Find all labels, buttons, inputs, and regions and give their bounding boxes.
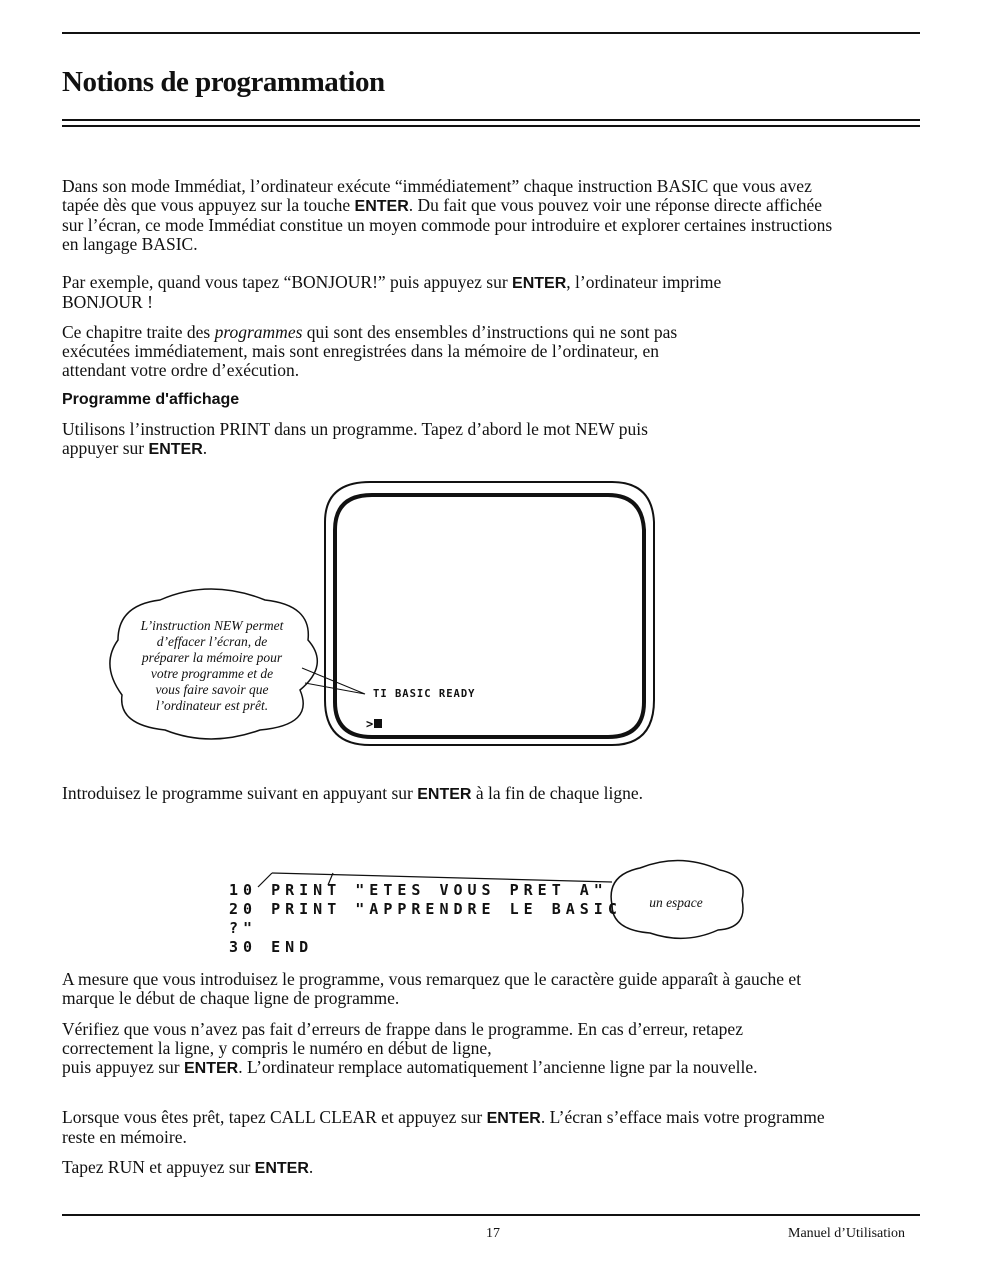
page-number: 17 bbox=[486, 1226, 500, 1241]
section-intro: Utilisons l’instruction PRINT dans un programme. Tapez d’abord le mot NEW puis appuyer sur ENTER. bbox=[62, 419, 648, 458]
paragraph-run: Tapez RUN et appuyez sur ENTER. bbox=[62, 1157, 314, 1177]
program-line: ?" bbox=[229, 919, 258, 937]
paragraph-verify: Vérifiez que vous n’avez pas fait d’erreurs de frappe dans le programme. En cas d’erreur, retapez correctement la ligne, y compris le numéro en début de ligne, puis appuyez sur ENTER. L’ordinateur remplace automatiquement l’ancienne ligne par la nouvelle. bbox=[62, 1019, 758, 1077]
bottom-rule bbox=[62, 1214, 920, 1216]
screen-prompt: > bbox=[366, 717, 382, 731]
paragraph-example: Par exemple, quand vous tapez “BONJOUR!” puis appuyez sur ENTER, l’ordinateur imprime BONJOUR ! bbox=[62, 272, 722, 312]
program-line: 20 PRINT "APPRENDRE LE BASIC bbox=[229, 900, 622, 918]
program-line: 10 PRINT "ETES VOUS PRET A" bbox=[229, 881, 608, 899]
section-heading: Programme d'affichage bbox=[62, 391, 240, 408]
screen-ready-text: TI BASIC READY bbox=[373, 688, 476, 700]
paragraph-call-clear: Lorsque vous êtes prêt, tapez CALL CLEAR et appuyez sur ENTER. L’écran s’efface mais votre programme reste en mémoire. bbox=[62, 1107, 825, 1147]
callout-new-text: L’instruction NEW permet d’effacer l’écran, de préparer la mémoire pour votre programme et de vous faire savoir que l’ordinateur est prêt. bbox=[140, 618, 284, 713]
enter-program-instruction: Introduisez le programme suivant en appuyant sur ENTER à la fin de chaque ligne. bbox=[62, 783, 644, 803]
cursor-block bbox=[374, 719, 382, 728]
page-title: Notions de programmation bbox=[62, 66, 385, 98]
callout-space-text: un espace bbox=[649, 895, 703, 910]
paragraph-programs: Ce chapitre traite des programmes qui sont des ensembles d’instructions qui ne sont pas exécutées immédiatement, mais sont enregistrées dans la mémoire de l’ordinateur, en attendant votre ordre d’exécution. bbox=[62, 322, 678, 380]
program-line: 30 END bbox=[229, 938, 314, 956]
manual-title: Manuel d’Utilisation bbox=[788, 1226, 906, 1241]
paragraph-prompt-char: A mesure que vous introduisez le programme, vous remarquez que le caractère guide apparaît à gauche et marque le début de chaque ligne de programme. bbox=[62, 969, 802, 1008]
paragraph-immediate-mode: Dans son mode Immédiat, l’ordinateur exécute “immédiatement” chaque instruction BASIC que vous avez tapée dès que vous appuyez sur la touche ENTER. Du fait que vous pouvez voir une réponse directe affichée sur l’écran, ce mode Immédiat constitue un moyen commode pour introduire et explorer certaines instructions en langage BASIC. bbox=[62, 176, 833, 254]
